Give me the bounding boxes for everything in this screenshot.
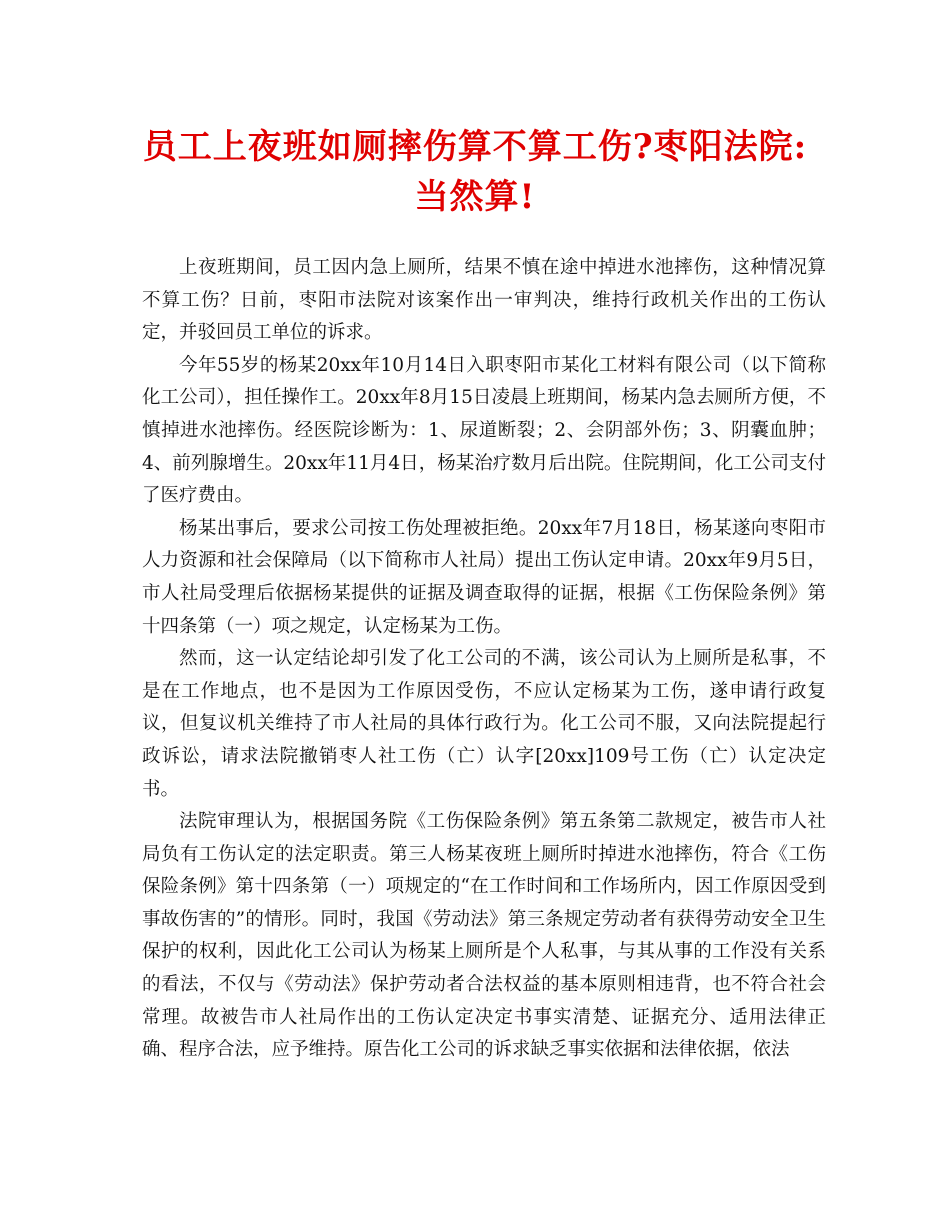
title-line-1: 员工上夜班如厕摔伤算不算工伤?枣阳法院: xyxy=(142,127,808,167)
paragraph-background: 今年55岁的杨某20xx年10月14日入职枣阳市某化工材料有限公司（以下简称化工公司），担任操作工。20xx年8月15日凌晨上班期间，杨某内急去厕所方便，不慎掉进水池摔伤。经医院诊断为：1、尿道断裂；2、会阴部外伤；3、阴囊血肿；4、前列腺增生。20xx年11月4日，杨某治疗数月后出院。住院期间，化工公司支付了医疗费由。 xyxy=(142,354,826,507)
article-title xyxy=(100,122,850,222)
article-body xyxy=(142,252,826,1067)
paragraph-dispute: 然而，这一认定结论却引发了化工公司的不满，该公司认为上厕所是私事，不是在工作地点，也不是因为工作原因受伤，不应认定杨某为工伤，遂申请行政复议，但复议机关维持了市人社局的具体行政行为。化工公司不服，又向法院提起行政诉讼，请求法院撤销枣人社工伤（亡）认字[20xx]109号工伤（亡）认定决定书。 xyxy=(142,648,826,800)
paragraph-application: 杨某出事后，要求公司按工伤处理被拒绝。20xx年7月18日，杨某遂向枣阳市人力资源和社会保障局（以下简称市人社局）提出工伤认定申请。20xx年9月5日，市人社局受理后依据杨某提供的证据及调查取得的证据，根据《工伤保险条例》第十四条第（一）项之规定，认定杨某为工伤。 xyxy=(142,517,826,637)
paragraph-court-ruling: 法院审理认为，根据国务院《工伤保险条例》第五条第二款规定，被告市人社局负有工伤认定的法定职责。第三人杨某夜班上厕所时掉进水池摔伤，符合《工伤保险条例》第十四条第（一）项规定的“在工作时间和工作场所内，因工作原因受到事故伤害的”的情形。同时，我国《劳动法》第三条规定劳动者有获得劳动安全卫生保护的权利，因此化工公司认为杨某上厕所是个人私事，与其从事的工作没有关系的看法，不仅与《劳动法》保护劳动者合法权益的基本原则相违背，也不符合社会常理。故被告市人社局作出的工伤认定决定书事实清楚、证据充分、适用法律正确、程序合法，应予维持。原告化工公司的诉求缺乏事实依据和法律依据，依法 xyxy=(142,811,826,1061)
paragraph-intro: 上夜班期间，员工因内急上厕所，结果不慎在途中掉进水池摔伤，这种情况算不算工伤？日前，枣阳市法院对该案作出一审判决，维持行政机关作出的工伤认定，并驳回员工单位的诉求。 xyxy=(142,257,826,344)
title-line-2: 当然算! xyxy=(414,177,536,217)
